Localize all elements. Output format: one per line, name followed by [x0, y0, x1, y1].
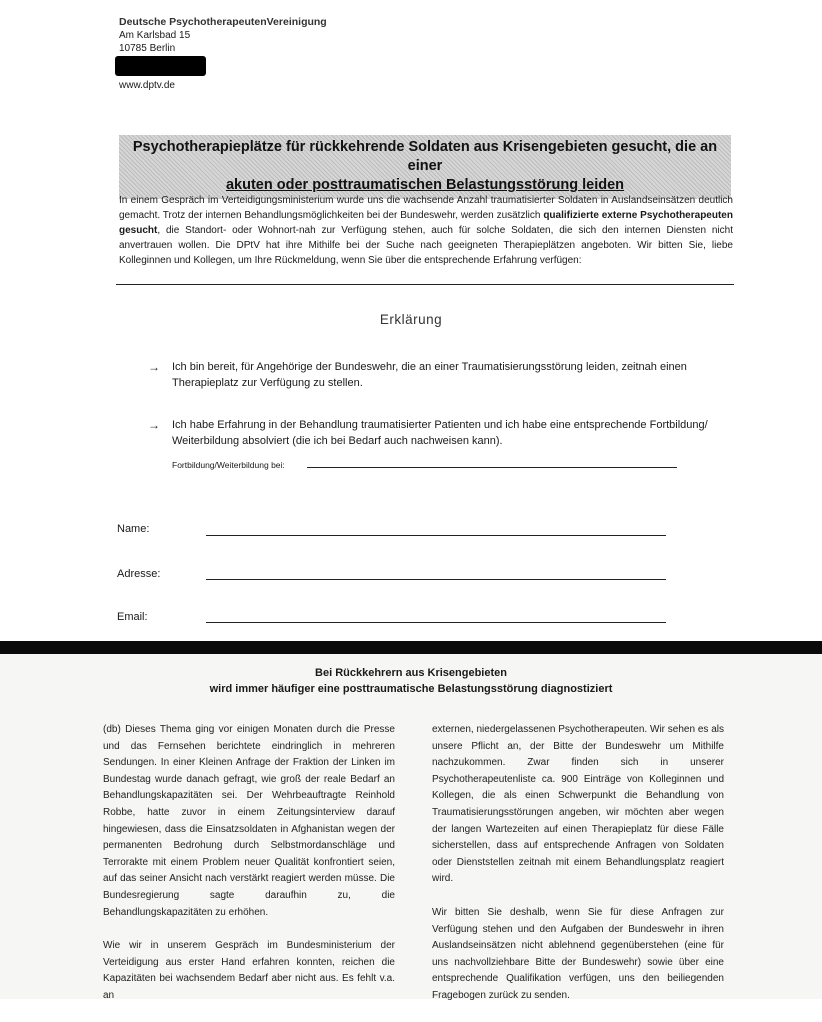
street-address: Am Karlsbad 15: [119, 30, 191, 41]
article-paragraph: (db) Dieses Thema ging vor einigen Monaten durch die Presse und das Fernsehen berichtete eindringlich in mehreren Sendungen. In einer Kleinen Anfrage der Fraktion der Linken im Bundestag wurde danach gefragt, wie groß der reale Bedarf an Behandlungskapazitäten sei. Der Wehrbeauftragte Reinhold Robbe, hatte zuvor in einem Zeitungsinterview darauf hingewiesen, dass die Einsatzsoldaten in Afghanistan wegen der permanenten Bedrohung durch Selbstmordanschläge und Terrorakte mit einem Problem neuer Qualität konfrontiert seien, auf das seiner Ansicht nach verstärkt reagiert werden müsse. Die Bundesregierung sagte daraufhin zu, die Behandlungskapazitäten zu erhöhen.: [103, 724, 395, 918]
arrow-right-icon: →: [148, 360, 160, 374]
statement-2: [148, 417, 738, 449]
address-field[interactable]: [206, 579, 666, 580]
training-field[interactable]: [307, 467, 677, 468]
organization-name: Deutsche PsychotherapeutenVereinigung: [119, 16, 327, 28]
article-paragraph: Wir bitten Sie deshalb, wenn Sie für diese Anfragen zur Verfügung stehen und den Aufgaben der Bundeswehr in ihren Auslandseinsätzen nicht ablehnend gegenüberstehen (eine für uns nachvollziehbare Bitte der Bundeswehr) sowie über eine entsprechende Qualifikation verfügen, uns den beiliegenden Fragebogen zurück zu senden.: [432, 906, 724, 1001]
divider: [116, 284, 734, 285]
statement-1-text: Ich bin bereit, für Angehörige der Bundeswehr, die an einer Traumatisierungsstörung leiden, zeitnah einen Therapieplatz zur Verfügung zu stellen.: [172, 361, 687, 389]
article-column-right: [432, 722, 724, 1022]
intro-paragraph: [119, 193, 733, 268]
article-paragraph: externen, niedergelassenen Psychotherapeuten. Wir sehen es als unsere Pflicht an, der Bitte der Bundeswehr um Mithilfe nachzukommen. Zwar finden sich in unserer Psychotherapeutenliste ca. 900 Einträge von Kolleginnen und Kollegen, die als einen Schwerpunkt die Behandlung von Traumatisierungsstörungen angeben, wir möchten aber wegen der langen Wartezeiten auf einen Therapieplatz für diese Fälle sicherstellen, dass auf entsprechende Anfragen von Soldaten oder Dienststellen zeitnah mit einem Behandlungsplatz reagiert wird.: [432, 724, 724, 885]
arrow-right-icon: →: [148, 418, 160, 432]
redaction-bar: [115, 56, 206, 76]
sender-address: [119, 16, 327, 55]
separator-bar: [0, 641, 822, 654]
name-field[interactable]: [206, 535, 666, 536]
statement-1: [148, 359, 738, 391]
headline-line-1: Psychotherapieplätze für rückkehrende Soldaten aus Krisengebieten gesucht, die an einer: [132, 139, 718, 174]
statement-2-text: Ich habe Erfahrung in der Behandlung traumatisierter Patienten und ich habe eine entsprechende Fortbildung/ Weiterbildung absolviert (die ich bei Bedarf auch nachweisen kann).: [172, 419, 708, 447]
email-label: Email:: [117, 611, 148, 623]
article-title: [0, 665, 822, 697]
city-address: 10785 Berlin: [119, 43, 176, 54]
article-title-line-1: Bei Rückkehrern aus Krisengebieten: [315, 667, 507, 679]
intro-text-1: In einem Gespräch im Verteidigungsministerium wurde uns die wachsende Anzahl traumatisierter Soldaten in Auslandseinsätzen deutlich gemacht. Trotz der internen Behandlungsmöglichkeiten bei der Bundeswehr, werden zusätzlich: [119, 195, 733, 221]
declaration-title: Erklärung: [379, 312, 443, 327]
intro-bold-text: qualifizierte externe Psychotherapeuten gesucht: [119, 210, 733, 236]
intro-text-2: , die Standort- oder Wohnort-nah zur Verfügung stehen, auch für solche Soldaten, die sich den internen Diensten nicht anvertrauen wollen. Die DPtV hat ihre Mithilfe bei der Suche nach geeigneten Therapieplätzen angeboten. Wir bitten Sie, liebe Kolleginnen und Kollegen, um Ihre Rückmeldung, wenn Sie über die entsprechende Erfahrung verfügen:: [119, 225, 733, 266]
article-paragraph: Wie wir in unserem Gespräch im Bundesministerium der Verteidigung aus erster Hand erfahren konnten, reichen die Kapazitäten bei wachsendem Bedarf aber nicht aus. Es fehlt v.a. an: [103, 940, 395, 1001]
headline: [119, 135, 731, 199]
training-label: Fortbildung/Weiterbildung bei:: [172, 460, 285, 470]
email-field[interactable]: [206, 622, 666, 623]
address-label: Adresse:: [117, 568, 161, 580]
article-title-line-2: wird immer häufiger eine posttraumatische Belastungsstörung diagnostiziert: [209, 683, 613, 695]
name-label: Name:: [117, 523, 150, 535]
website-link[interactable]: www.dptv.de: [119, 80, 175, 91]
article-column-left: [103, 722, 395, 1022]
headline-line-2: akuten oder posttraumatischen Belastungsstörung leiden: [225, 177, 624, 193]
